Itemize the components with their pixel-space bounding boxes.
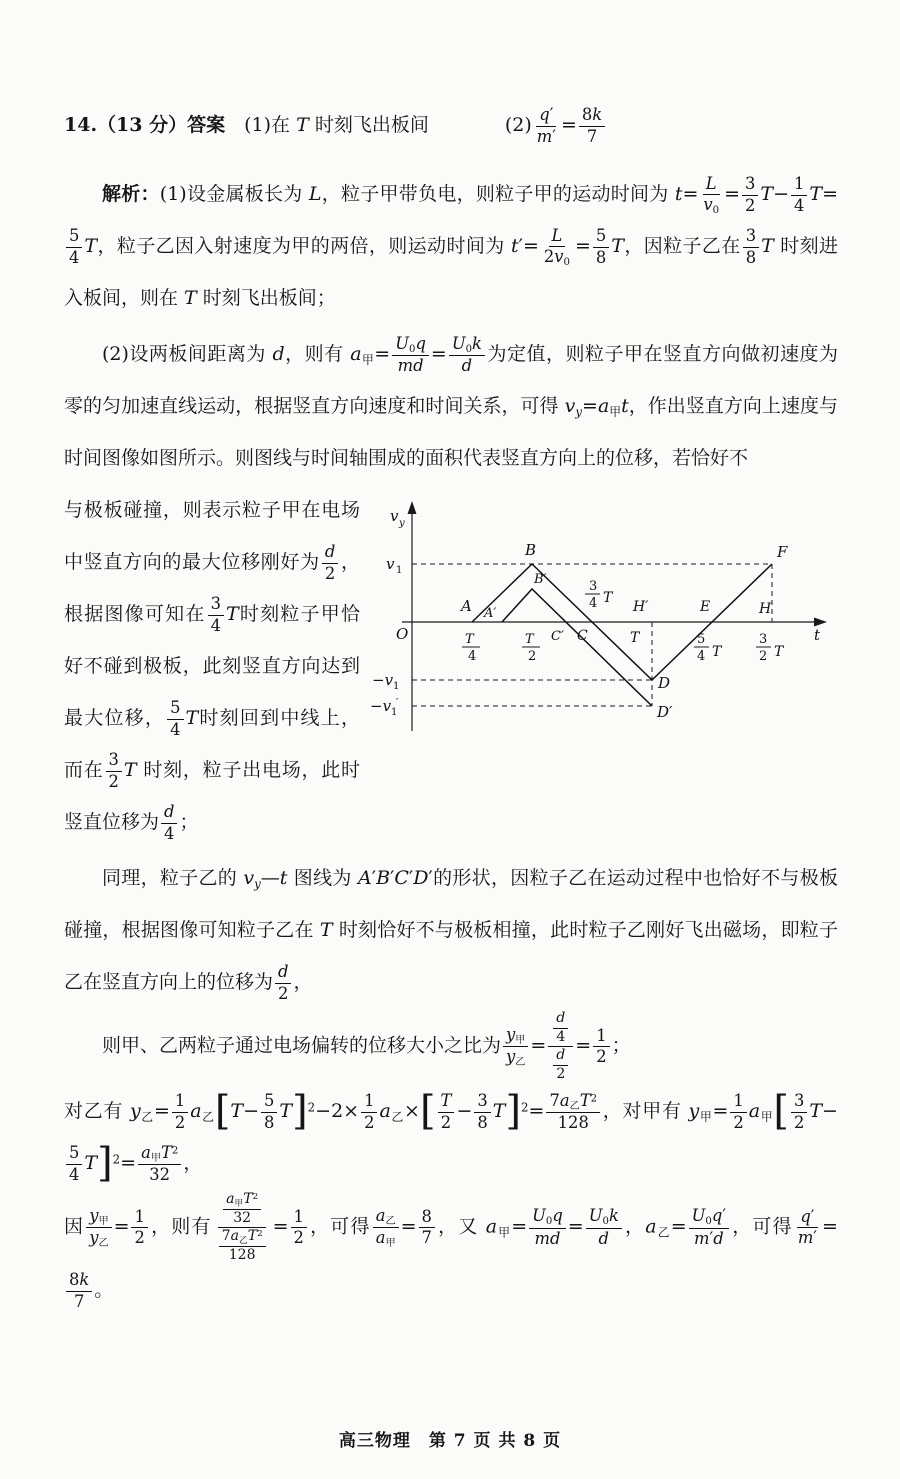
- graph-tick-T4-den: 4: [468, 649, 477, 664]
- graph-label-C: C: [577, 628, 588, 644]
- footer-course: 高三物理: [338, 1431, 411, 1451]
- graph-tick-34-T: T: [603, 590, 613, 606]
- graph-label-A-prime: A′: [484, 606, 497, 621]
- graph-tick-32-num: 3: [759, 632, 768, 647]
- graph-label-neg-v1-prime-mark: ′: [396, 696, 399, 709]
- graph-tick-54-T: T: [712, 644, 722, 660]
- graph-label-E: E: [700, 599, 711, 615]
- answer-line: 14.（13 分）答案 (1)在 T 时刻飞出板间 (2) $\frac{q'}{m'}$ = $\frac{8k}{7}$: [64, 96, 838, 154]
- page-footer: [0, 1426, 900, 1451]
- tick-fraction-bars: [462, 594, 771, 647]
- vy-t-graph: [370, 490, 838, 754]
- graph-label-v1: v: [386, 555, 395, 573]
- graph-label-D-prime: D′: [657, 703, 673, 721]
- solution-paragraph-3: 同理，粒子乙的 vy—t 图线为 A′B′C′D′的形状，因粒子乙在运动过程中也恰好不与极板碰撞，根据图像可知粒子乙在 T 时刻恰好不与极板相撞，此时粒子乙刚好飞出磁场，即粒子乙在竖直方向上的位移为 $\frac{d}{2}$ ，: [64, 867, 838, 1003]
- axes: [402, 508, 820, 731]
- solution-paragraph-1: 解析：(1)设金属板长为 L，粒子甲带负电，则粒子甲的运动时间为 t= $\frac{L}{v0}$ = $\frac{3}{2}$ T− $\frac{1}{4}$ T= $\frac{5}{4}$ T，粒子乙因入射速度为甲的两倍，则运动时间为 t′= $\frac{L}{2v0}$ = $\frac{5}{8}$ T，因粒子乙在 $\frac{3}{8}$ T 时刻进入板间，则在 T 时刻飞出板间；: [64, 173, 838, 309]
- solution-paragraph-2b-block: [64, 484, 838, 848]
- solution-paragraph-6: 因 $\frac{\text{y甲}}{\text{y乙}}$ = $\frac{1}{2}$ ，则有 $\frac{\frac{a甲T^2}{32}}{\frac{7a乙T^2}{128}}$ = $\frac{1}{2}$ ，可得 $\frac{\text{a乙}}{\text{a甲}}$ = $\frac{8}{7}$ ，又 a甲= $\frac{U0q}{md}$ = $\frac{U0k}{d}$ ，a乙= $\frac{U0q'}{m'd}$ ，可得 $\frac{q'}{m'}$ = $\frac{8k}{7}$ 。: [64, 1191, 838, 1311]
- solution-paragraph-2b: 与极板碰撞，则表示粒子甲在电场中竖直方向的最大位移刚好为 $\frac{d}{2}$ ，根据图像可知在 $\frac{3}{4}$ T时刻粒子甲恰好不碰到极板，此刻竖直方向达到最大位移， $\frac{5}{4}$ T时刻回到中线上，而在 $\frac{3}{2}$ T 时刻，粒子出电场，此时竖直位移为 $\frac{d}{4}$ ；: [64, 499, 360, 843]
- vy-axis-arrow-icon: [408, 501, 417, 514]
- graph-label-A: A: [461, 597, 472, 615]
- graph-tick-T2-den: 2: [528, 649, 537, 664]
- graph-label-vy-v: v: [390, 507, 399, 525]
- graph-label-B: B: [525, 541, 537, 559]
- graph-label-t: t: [814, 626, 821, 644]
- graph-label-neg-v1-prime: −v: [370, 697, 392, 715]
- graph-label-neg-v1-prime-sub: 1: [391, 707, 398, 718]
- graph-label-v1-sub: 1: [396, 565, 403, 576]
- graph-tick-32-T: T: [774, 644, 784, 660]
- solution-paragraph-5: 对乙有 y乙= $\frac{1}{2}$ a乙[T− $\frac{5}{8}$ T]$^2$−2× $\frac{1}{2}$ a乙×[ $\frac{T}{2}$ − $\frac{3}{8}$ T]$^2$= $\frac{7a乙T^2}{128}$ ，对甲有 y甲= $\frac{1}{2}$ a甲[ $\frac{3}{2}$ T− $\frac{5}{4}$ T]$^2$= $\frac{a甲T^2}{32}$ ，: [64, 1088, 838, 1187]
- graph-label-origin: O: [396, 625, 409, 643]
- graph-tick-32-den: 2: [759, 649, 768, 664]
- graph-tick-54-num: 5: [697, 632, 706, 647]
- graph-label-neg-v1-sub: 1: [393, 681, 400, 692]
- graph-label-neg-v1: −v: [372, 671, 394, 689]
- graph-tick-T4-num: T: [465, 632, 474, 647]
- vy-t-figure: [370, 490, 838, 774]
- graph-label-F: F: [777, 543, 788, 561]
- graph-tick-54-den: 4: [697, 649, 706, 664]
- graph-label-vy-y: y: [399, 518, 405, 529]
- graph-label-C-prime: C′: [551, 629, 564, 644]
- graph-label-D: D: [658, 674, 671, 692]
- footer-page-info: 第 7 页 共 8 页: [428, 1431, 562, 1451]
- solution-paragraph-4: 则甲、乙两粒子通过电场偏转的位移大小之比为 $\frac{\text{y甲}}{\text{y乙}}$ = $\frac{\frac{d}{4}}{\frac{d}{2}}$ = $\frac{1}{2}$ ；: [102, 1010, 631, 1082]
- graph-tick-T: T: [630, 630, 640, 646]
- graph-tick-34-den: 4: [589, 596, 598, 611]
- graph-label-H: H: [759, 601, 772, 617]
- graph-tick-34-num: 3: [589, 579, 598, 594]
- solution-paragraph-2a: (2)设两板间距离为 d，则有 a甲= $\frac{U0q}{md}$ = $\frac{U0k}{d}$ 为定值，则粒子甲在竖直方向做初速度为零的匀加速直线运动，根据竖直方向速度和时间关系，可得 vy=a甲t，作出竖直方向上速度与时间图像如图所示。则图线与时间轴围成的面积代表竖直方向上的位移，若恰好不: [64, 333, 838, 469]
- graph-tick-T2-num: T: [525, 632, 534, 647]
- graph-label-H-prime: H′: [633, 599, 649, 615]
- graph-label-B-prime: B′: [534, 572, 547, 587]
